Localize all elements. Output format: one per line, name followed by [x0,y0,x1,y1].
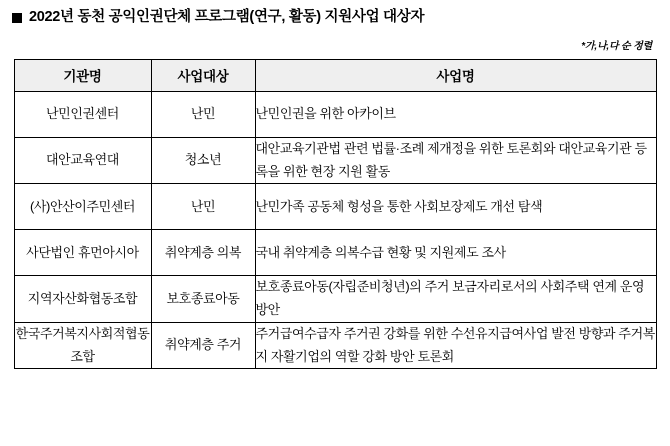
cell-organization: 난민인권센터 [14,91,151,137]
cell-target: 난민 [151,91,255,137]
column-header-target: 사업대상 [151,59,255,91]
table-row [14,276,656,323]
cell-program: 난민가족 공동체 형성을 통한 사회보장제도 개선 탐색 [255,184,656,230]
column-header-program: 사업명 [255,59,656,91]
cell-target: 취약계층 의복 [151,230,255,276]
cell-target: 취약계층 주거 [151,322,255,369]
cell-target: 보호종료아동 [151,276,255,323]
table-row [14,137,656,184]
cell-target: 난민 [151,184,255,230]
table-row [14,322,656,369]
cell-organization: 대안교육연대 [14,137,151,184]
cell-program: 보호종료아동(자립준비청년)의 주거 보금자리로서의 사회주택 연계 운영방안 [255,276,656,323]
sort-note [10,36,652,54]
table-header [14,59,656,91]
table-row [14,184,656,230]
cell-program: 난민인권을 위한 아카이브 [255,91,656,137]
cell-organization: (사)안산이주민센터 [14,184,151,230]
cell-program: 대안교육기관법 관련 법률·조례 제개정을 위한 토론회와 대안교육기관 등록을 위한 현장 지원 활동 [255,137,656,184]
cell-organization: 사단법인 휴먼아시아 [14,230,151,276]
page-title [12,10,660,26]
cell-program: 주거급여수급자 주거권 강화를 위한 수선유지급여사업 발전 방향과 주거복지 자활기업의 역할 강화 방안 토론회 [255,322,656,369]
table-row [14,91,656,137]
table-header-row [14,59,656,91]
cell-organization: 지역자산화협동조합 [14,276,151,323]
recipients-table [14,59,657,370]
sort-note-text: *가,나,다 순 정렬 [581,40,652,52]
table-body [14,91,656,369]
table-row [14,230,656,276]
bullet-icon [12,13,22,23]
page-title-text: 2022년 동천 공익인권단체 프로그램(연구, 활동) 지원사업 대상자 [29,9,425,25]
cell-program: 국내 취약계층 의복수급 현황 및 지원제도 조사 [255,230,656,276]
column-header-organization: 기관명 [14,59,151,91]
cell-target: 청소년 [151,137,255,184]
cell-organization: 한국주거복지사회적협동조합 [14,322,151,369]
